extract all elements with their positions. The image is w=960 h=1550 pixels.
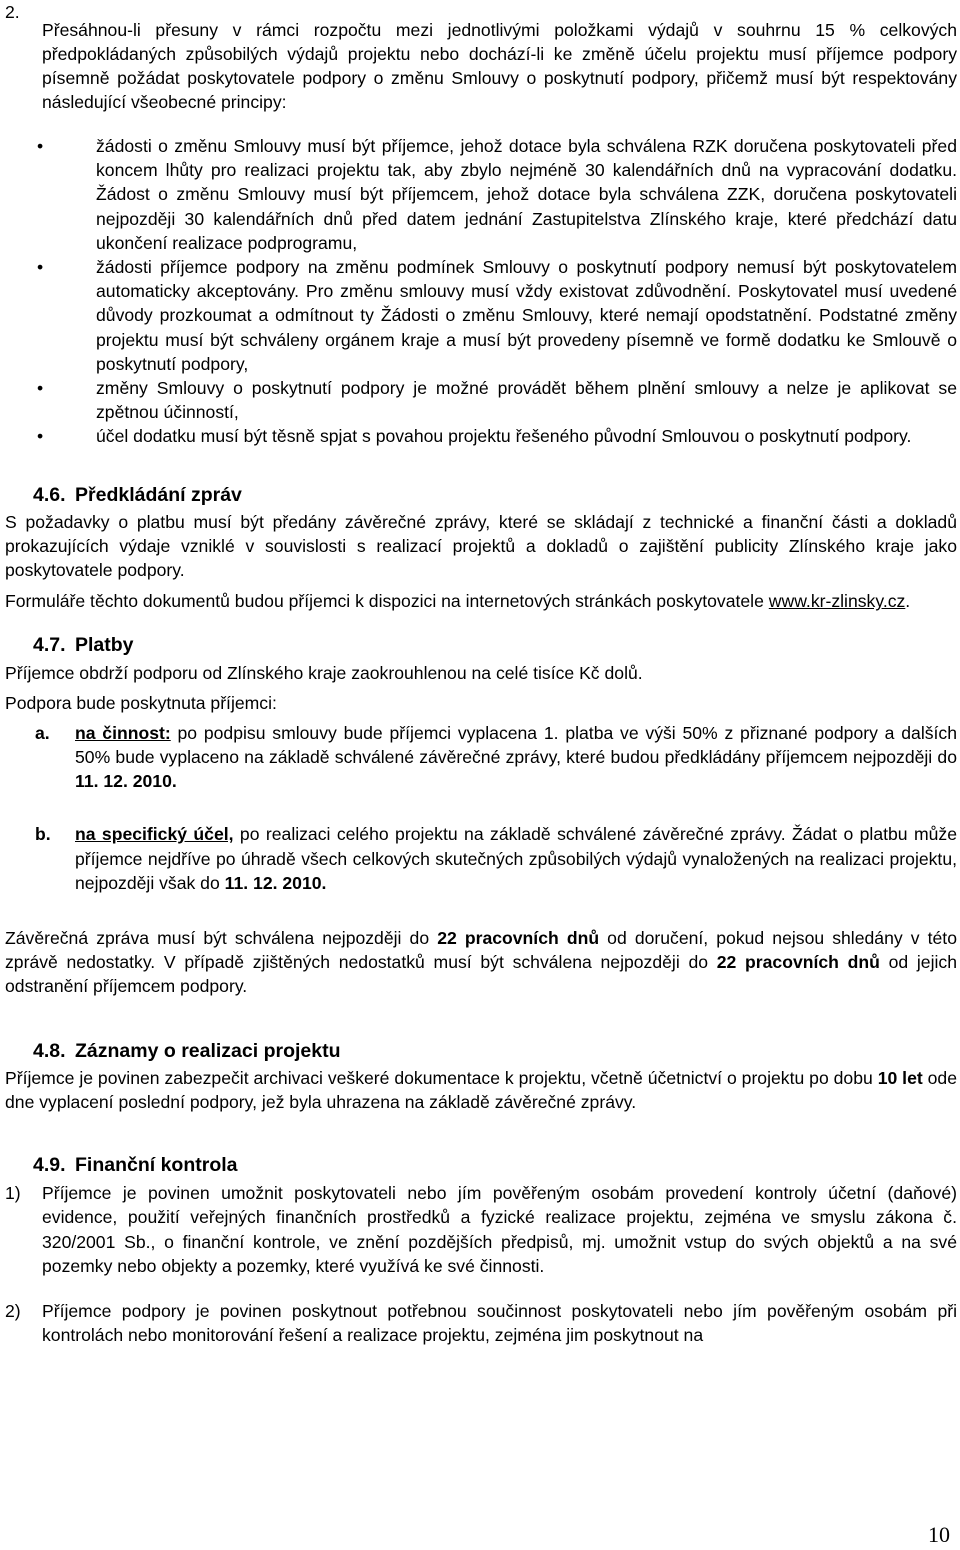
paragraph <box>5 589 957 613</box>
list-item: • žádosti příjemce podpory na změnu podmínek Smlouvy o poskytnutí podpory nemusí být poskytovatelem automaticky akceptovány. Pro změnu smlouvy musí vždy existovat zdůvodnění. Poskytovatel musí uvedené důvody prozkoumat a odmítnout ty Žádosti o změnu Smlouvy, které nemají opodstatnění. Podstatné změny projektu musí být schváleny orgánem kraje a musí být provedeny písemně ve formě dodatku ke Smlouvě o poskytnutí podpory, <box>96 255 957 376</box>
list-item: • účel dodatku musí být těsně spjat s povahou projektu řešeného původní Smlouvou o poskytnutí podpory. <box>96 424 957 448</box>
deadline-date: 11. 12. 2010. <box>224 872 327 893</box>
deadline-date: 11. 12. 2010. <box>75 771 177 792</box>
option-heading: na specifický účel, <box>75 824 234 845</box>
item-text: Příjemce podpory je povinen poskytnout potřebnou součinnost poskytovateli nebo jím pověřeným osobám při kontrolách nebo monitorování řešení a realizace projektu, zejména jim poskytnout na <box>42 1300 957 1346</box>
text: od doručení, pokud nejsou shledány v této zprávě nedostatky. V případě zjištěných nedostatků musí být schválena nejpozději do <box>5 928 957 973</box>
paragraph <box>5 926 957 999</box>
section-title: Předkládání zpráv <box>75 483 242 506</box>
section-title: Finanční kontrola <box>75 1154 238 1177</box>
option-text <box>75 822 957 895</box>
page-number: 10 <box>928 1522 950 1547</box>
text: od jejich odstranění příjemcem podpory. <box>5 952 957 997</box>
option-body: po realizaci celého projektu na základě schválené závěrečné zprávy. Žádat o platbu může příjemce nejdříve po úhradě všech celkových skutečných způsobilých výdajů vynaložených na realizaci projektu, nejpozději však do <box>75 824 957 893</box>
paragraph: Příjemce obdrží podporu od Zlínského kraje zaokrouhlenou na celé tisíce Kč dolů. <box>5 663 643 684</box>
option-label: b. <box>35 824 51 845</box>
paragraph: Podpora bude poskytnuta příjemci: <box>5 692 277 713</box>
emphasis: 10 let <box>877 1067 923 1088</box>
item-number: 1) <box>5 1183 21 1204</box>
option-body: po podpisu smlouvy bude příjemci vyplacena 1. platba ve výši 50% z přiznané podpory a dalších 50% bude vyplaceno na základě schválené závěrečné zprávy, které budou předkládány příjemcem nejpozději do <box>75 722 957 768</box>
numbered-item-1 <box>5 1181 957 1278</box>
item-number: 2. <box>5 2 20 22</box>
list-item: • změny Smlouvy o poskytnutí podpory je možné provádět během plnění smlouvy a nelze je aplikovat se zpětnou účinností, <box>96 376 957 424</box>
payment-option-b <box>5 822 957 895</box>
section-title: Záznamy o realizaci projektu <box>75 1039 341 1062</box>
section-number: 4.6. <box>33 483 66 506</box>
payment-option-a <box>5 721 957 794</box>
section-number: 4.7. <box>33 634 66 657</box>
option-text <box>75 721 957 794</box>
emphasis: 22 pracovních dnů <box>716 952 880 973</box>
section-number: 4.9. <box>33 1154 66 1177</box>
numbered-item-2 <box>5 0 957 132</box>
section-heading-4-7 <box>5 632 957 658</box>
section-number: 4.8. <box>33 1039 66 1062</box>
text: Příjemce je povinen zabezpečit archivaci veškeré dokumentace k projektu, včetně účetnictví o projektu po dobu <box>5 1067 878 1088</box>
principles-list <box>5 134 957 449</box>
list-item: • žádosti o změnu Smlouvy musí být příjemce, jehož dotace byla schválena RZK doručena poskytovateli před koncem lhůty pro realizaci projektu tak, aby zbylo nejméně 30 kalendářních dnů na vypracování dodatku. Žádost o změnu Smlouvy musí být příjemcem, jehož dotace byla schválena ZZK, doručena poskytovateli nejpozději 30 kalendářních dnů před datem jednání Zastupitelstva Zlínského kraje, které předchází datu ukončení realizace podprogramu, <box>96 134 957 255</box>
text: ode dne vyplacení poslední podpory, jež byla uhrazena na základě závěrečné zprávy. <box>5 1067 957 1112</box>
numbered-item-2 <box>5 1299 957 1347</box>
option-label: a. <box>35 722 50 743</box>
paragraph: S požadavky o platbu musí být předány závěrečné zprávy, které se skládají z technické a finanční části a dokladů prokazujících výdaje vzniklé v souvislosti s realizací projektů a dokladů o zajištění publicity Zlínského kraje jako poskytovatele podpory. <box>5 511 957 581</box>
text: Závěrečná zpráva musí být schválena nejpozději do <box>5 928 438 949</box>
item-text: Přesáhnou-li přesuny v rámci rozpočtu mezi jednotlivými položkami výdajů v souhrnu 15 % celkových předpokládaných způsobilých výdajů projektu nebo dochází-li ke změně účelu projektu musí příjemce podpory písemně požádat poskytovatele podpory o změnu Smlouvy o poskytnutí podpory, přičemž musí být respektovány následující všeobecné principy: <box>42 19 957 113</box>
option-heading: na činnost: <box>75 722 171 743</box>
section-heading-4-8 <box>5 1038 957 1064</box>
paragraph <box>5 1066 957 1114</box>
emphasis: 22 pracovních dnů <box>437 928 600 949</box>
punctuation: . <box>905 591 911 612</box>
item-text: Příjemce je povinen umožnit poskytovateli nebo jím pověřeným osobám provedení kontroly účetní (daňové) evidence, použití veřejných finančních prostředků a fyzické realizace projektu, zejména ve smyslu zákona č. 320/2001 Sb., o finanční kontrole, ve znění pozdějších předpisů, mj. umožnit vstup do svých objektů a na své pozemky nebo objekty a pozemky, které využívá ke své činnosti. <box>42 1183 957 1276</box>
item-number: 2) <box>5 1300 21 1321</box>
paragraph-text: Formuláře těchto dokumentů budou příjemci k dispozici na internetových stránkách poskytovatele <box>5 591 764 612</box>
website-link[interactable]: www.kr-zlinsky.cz <box>768 591 906 612</box>
section-heading-4-9 <box>5 1152 957 1178</box>
section-heading-4-6 <box>5 482 957 508</box>
section-title: Platby <box>75 634 134 657</box>
